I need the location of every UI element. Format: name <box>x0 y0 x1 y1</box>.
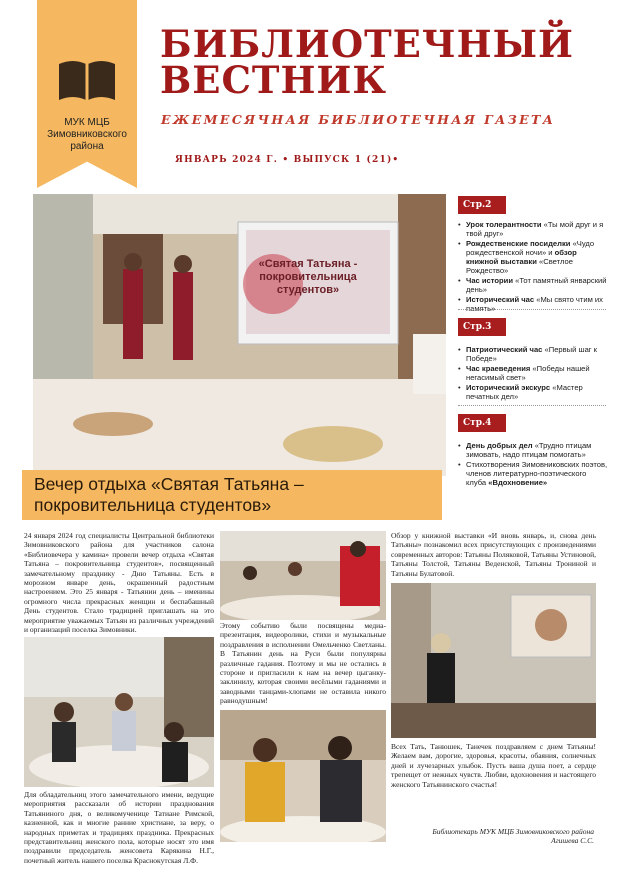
sidebar-divider <box>458 405 606 406</box>
title-line-1: БИБЛИОТЕЧНЫЙ <box>160 22 574 66</box>
event-photo-presenter <box>391 583 596 738</box>
article-col1-para1: 24 января 2024 год специалисты Центральной библиотеки Зимовниковского района для участников салона «Библиовечера у камина» провели вечер отдыха «Святая Татьяна – покровительница студентов», посвященный замечательному празднику - Дню Татьяны. Есть в морозном январе день, окрашенный радостным настроением. Это 25 января - Татьянин день – именины огромного числа прекрасных женщин и беспабашный День студентов. Стало традицией приглашать на это мероприятие уважаемых Татьян из различных учреждений и организаций поселка Зимовники. <box>24 531 214 635</box>
title-line-2: ВЕСТНИК <box>160 58 388 102</box>
article-col1-para2: Для обладательниц этого замечательного имени, ведущие мероприятия рассказали об истории празднования Татьяниного дня, о великомученице Татиане Римской, казненной, как и многие ранние христиане, за веру, о народных приметах и традициях праздника. Прекрасных представительниц женского пола, которые носят это имя поздравили председатель женсовета Карякина Н.Г., почетный житель нашего поселка Краснокутская Л.Ф. <box>24 790 214 865</box>
event-photo-gypsy <box>220 531 386 620</box>
page-2-item: • Исторический час «Мы свято чтим их память» <box>458 295 608 313</box>
article-col2-para1: Этому событию были посвящены медиа-презентация, видеоролики, стихи и музыкальные поздравления в исполнении Омельченко Светланы. В Татьянин день на Руси были популярны различные гадания. Поэтому и мы не остались в стороне и пригласили к нам на вечер цыганку-заклинилу, которая своими весёлыми гаданиями и заводными танцами-хлопами не оставила никого равнодушным! <box>220 621 386 706</box>
page-3-item: • Патриотический час «Первый шаг к Победе» <box>458 345 608 363</box>
newspaper-subtitle: ЕЖЕМЕСЯЧНАЯ БИБЛИОТЕЧНАЯ ГАЗЕТА <box>161 112 556 127</box>
sidebar-divider <box>458 309 606 310</box>
signature-line-1: Библиотекарь МУК МЦБ Зимовниковского района <box>432 827 594 836</box>
page-4-tag: Стр.4 <box>458 414 506 432</box>
page-4-item: • Стихотворения Зимовниковских поэтов, членов литературно-поэтического клуба «Вдохновение» <box>458 460 608 487</box>
newspaper-title <box>160 22 600 102</box>
event-photo-women <box>220 710 386 842</box>
article-col3-para1: Обзор у книжной выставки «И вновь январь, и, снова день Татьяны» познакомил всех присутствующих с произведениями современных авторов: Татьяны Поляковой, Татьяны Устиновой, Татьяны Толстой, Татьяны Веденской, Татьяны Трониной и Татьяны Булатовой. <box>391 531 596 578</box>
article-signature <box>392 827 594 845</box>
main-caption: Вечер отдыха «Святая Татьяна – покровительница студентов» <box>34 474 304 515</box>
page-2-item: • Урок толерантности «Ты мой друг и я твой друг» <box>458 220 608 238</box>
page-3-list <box>458 345 608 402</box>
page-4-item: • День добрых дел «Трудно птицам зимовать, надо птицам помогать» <box>458 441 608 459</box>
signature-line-2: Агишева С.С. <box>551 836 594 845</box>
page-3-item: • Час краеведения «Победы нашей негасимый свет» <box>458 364 608 382</box>
page-4-list <box>458 441 608 488</box>
article-col3-para2: Всех Тать, Танюшек, Танечек поздравляем с днем Татьяны! Желаем вам, дорогие, здоровья, красоты, обаяния, солнечных дней и лучезарных улыбок. Пусть ваша душа поет, а сердце трепещет от нежных чувств. Любви, вдохновения и настоящего женского Татьянинского счастья! <box>391 742 596 789</box>
event-photo-table <box>24 637 214 787</box>
page-3-item: • Исторический экскурс «Мастер печатных дел» <box>458 383 608 401</box>
issue-line: ЯНВАРЬ 2024 Г. • ВЫПУСК 1 (21)• <box>175 155 400 165</box>
page-2-item: • Рождественские посиделки «Чудо рождественской ночи» и обзор книжной выставки «Светлое Рождество» <box>458 239 608 275</box>
screen-slide-text: «Святая Татьяна - покровительница студентов» <box>258 258 358 296</box>
main-event-photo <box>33 194 446 476</box>
book-icon <box>57 58 117 104</box>
page-2-list <box>458 220 608 314</box>
page-3-tag: Стр.3 <box>458 318 506 336</box>
org-name: МУК МЦБ Зимовниковского района <box>47 117 127 152</box>
page-2-item: • Час истории «Тот памятный январский день» <box>458 276 608 294</box>
page-2-tag: Стр.2 <box>458 196 506 214</box>
